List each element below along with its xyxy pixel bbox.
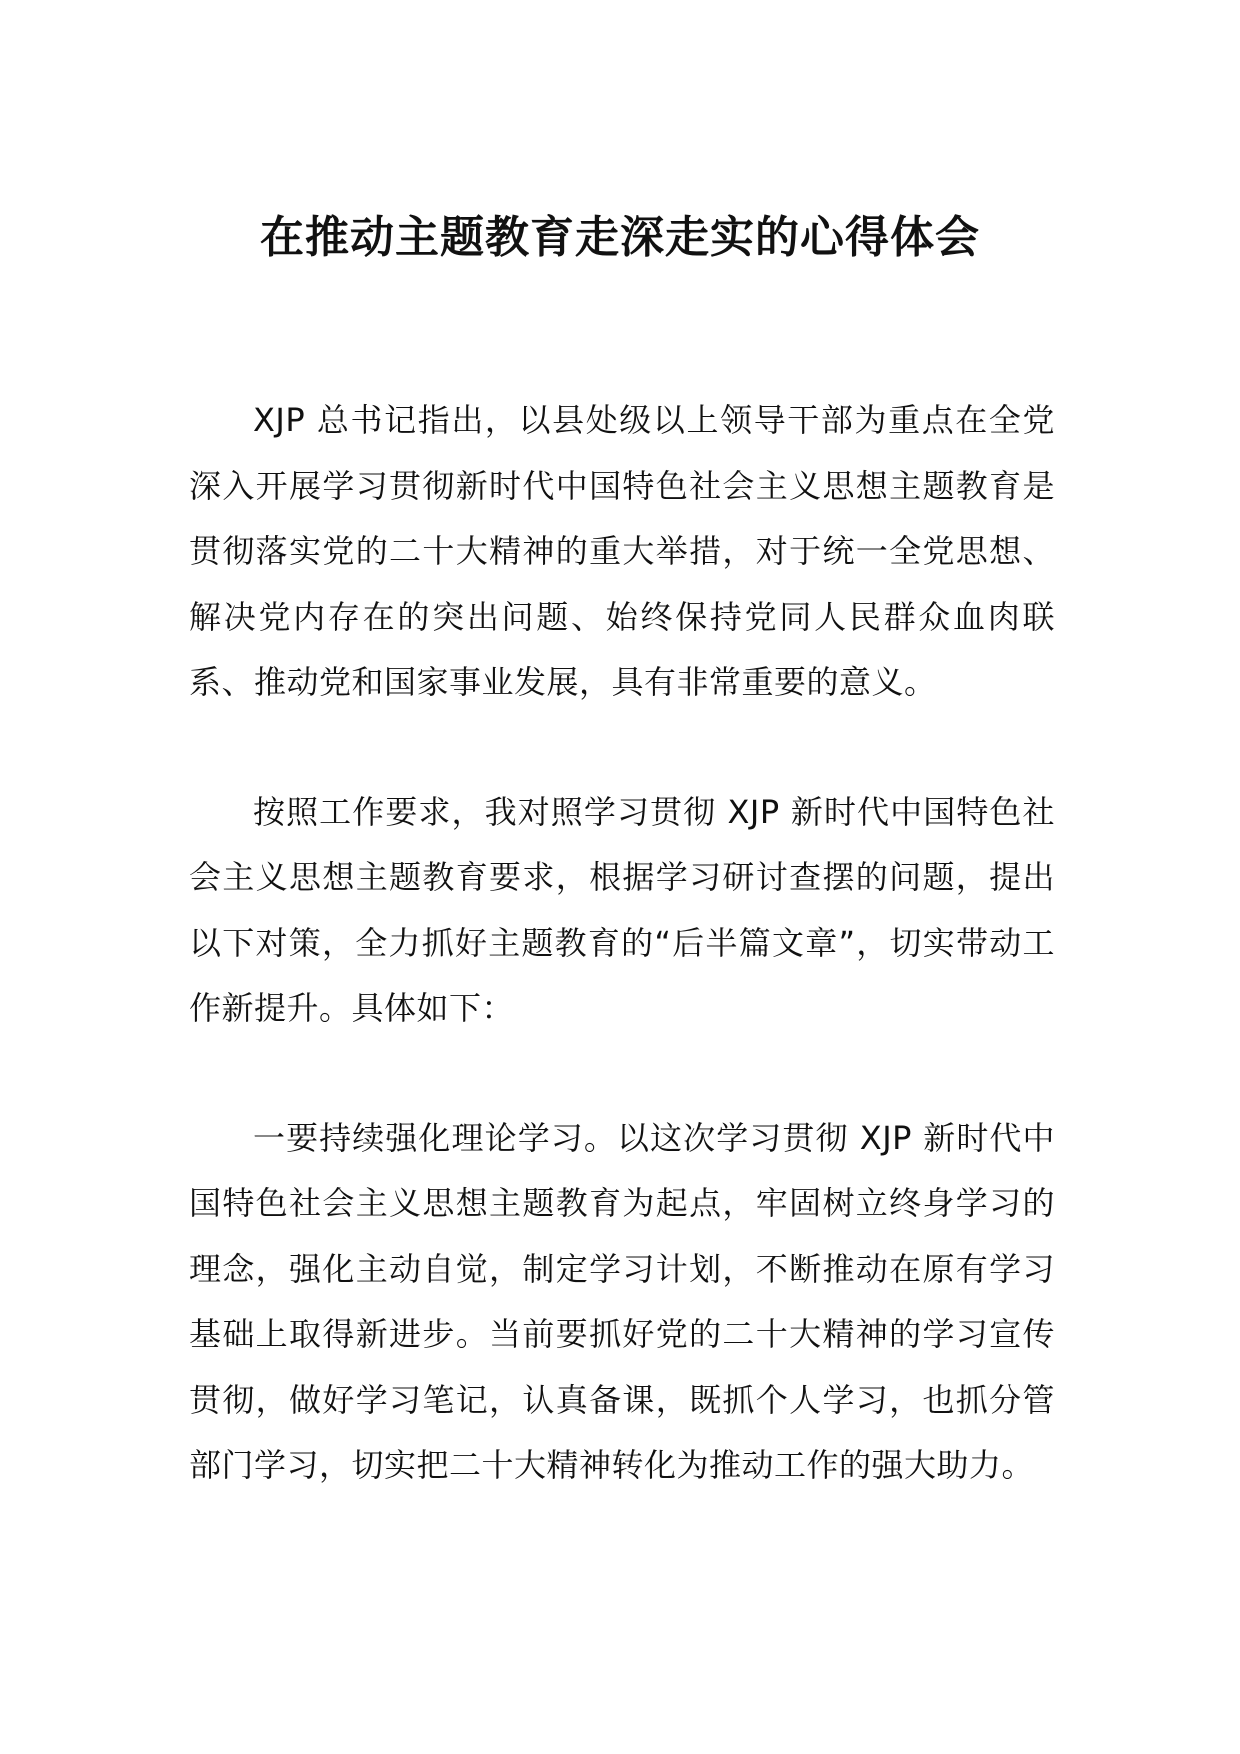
document-body — [189, 388, 1055, 1563]
document-title: 在推动主题教育走深走实的心得体会 — [260, 212, 980, 263]
paragraph-3: 一要持续强化理论学习。以这次学习贯彻 XJP 新时代中国特色社会主义思想主题教育为起点，牢固树立终身学习的理念，强化主动自觉，制定学习计划，不断推动在原有学习基础上取得新进步。当前要抓好党的二十大精神的学习宣传贯彻，做好学习笔记，认真备课，既抓个人学习，也抓分管部门学习，切实把二十大精神转化为推动工作的强大助力。 — [189, 1118, 1055, 1484]
paragraph-1: XJP 总书记指出，以县处级以上领导干部为重点在全党深入开展学习贯彻新时代中国特色社会主义思想主题教育是贯彻落实党的二十大精神的重大举措，对于统一全党思想、解决党内存在的突出问题、始终保持党同人民群众血肉联系、推动党和国家事业发展，具有非常重要的意义。 — [189, 401, 1055, 701]
paragraph-2: 按照工作要求，我对照学习贯彻 XJP 新时代中国特色社会主义思想主题教育要求，根据学习研讨查摆的问题，提出以下对策，全力抓好主题教育的“后半篇文章”，切实带动工作新提升。具体如下： — [189, 792, 1055, 1027]
